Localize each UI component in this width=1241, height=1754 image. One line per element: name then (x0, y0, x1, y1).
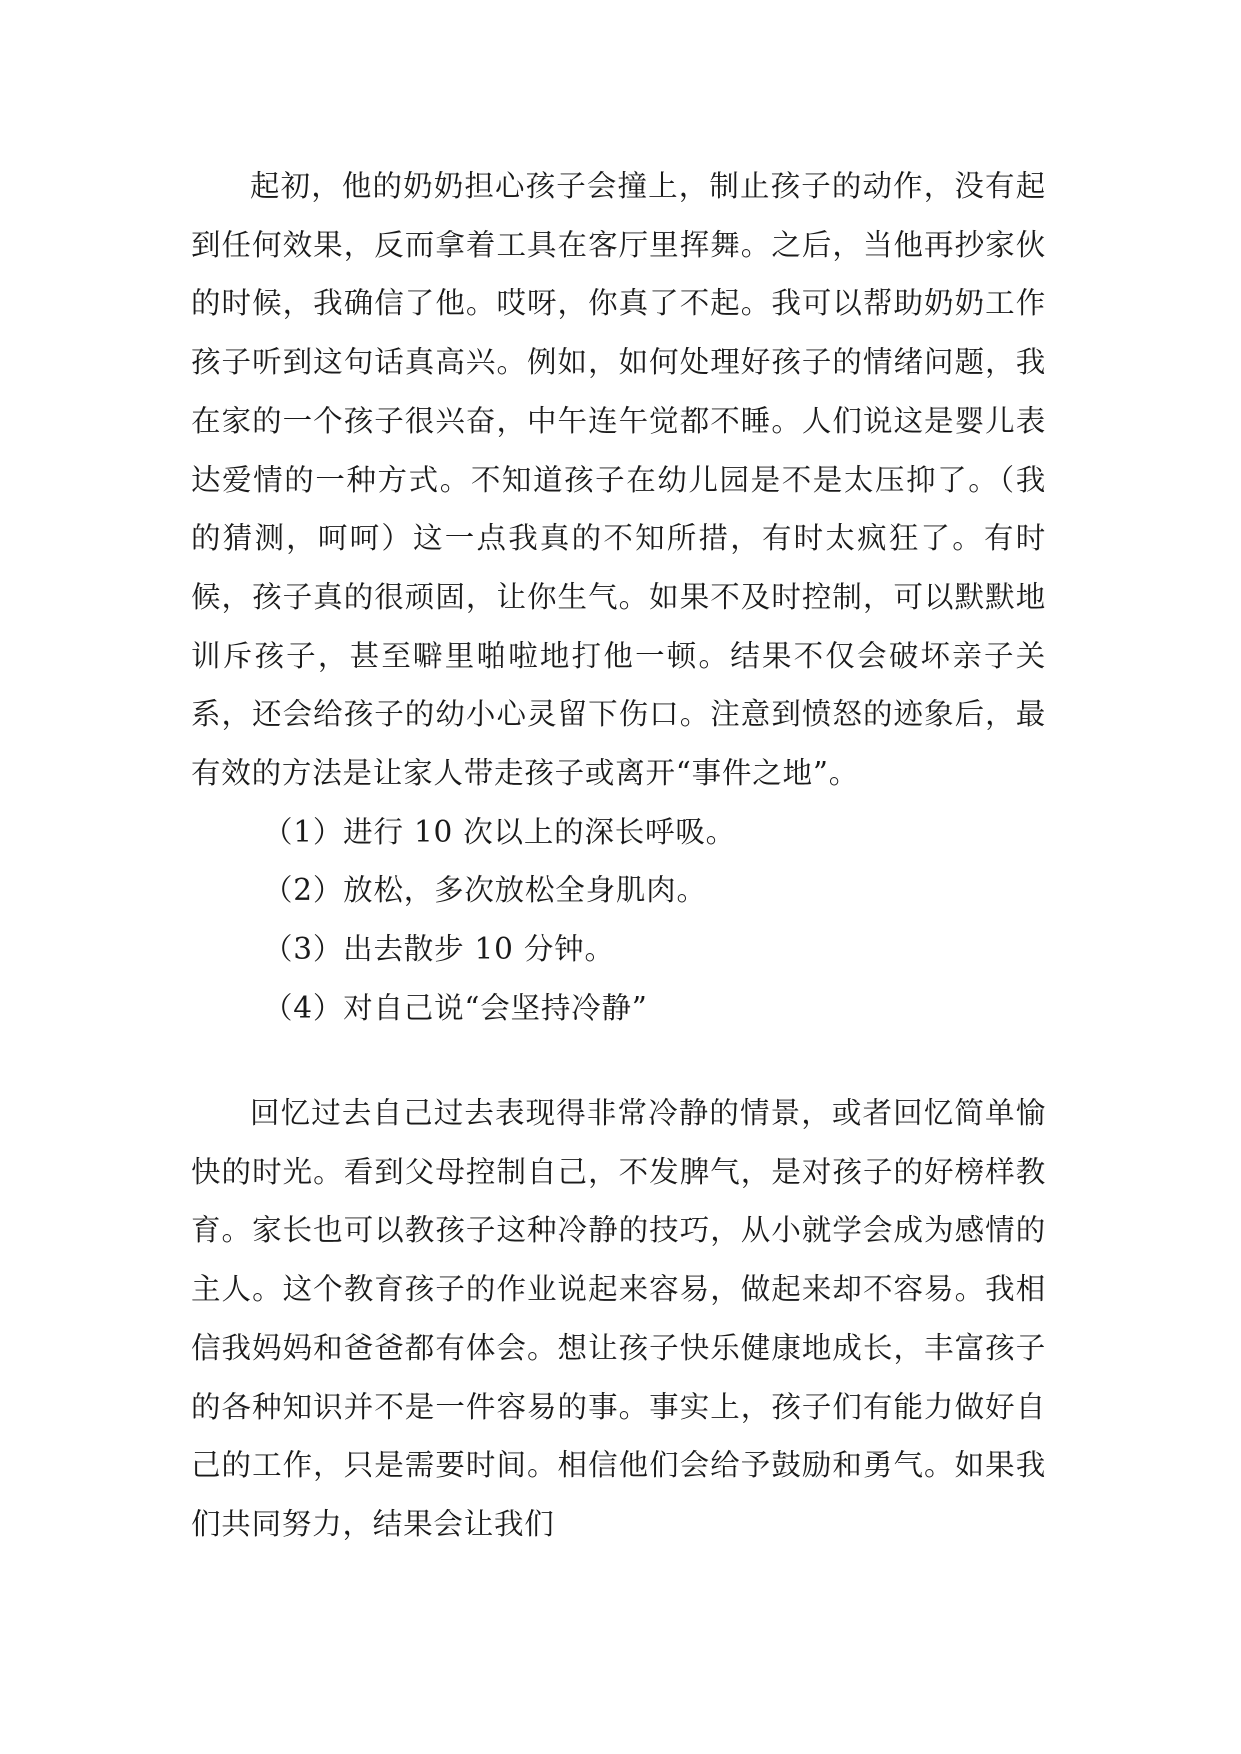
list-item-step-3: （3）出去散步 10 分钟。 (263, 932, 615, 967)
list-item-step-2: （2）放松，多次放松全身肌肉。 (263, 873, 707, 908)
list-item-step-4: （4）对自己说“会坚持冷静” (263, 990, 648, 1025)
list-item-step-1: （1）进行 10 次以上的深长呼吸。 (263, 814, 736, 849)
paragraph-intro: 起初，他的奶奶担心孩子会撞上，制止孩子的动作，没有起到任何效果，反而拿着工具在客厅里挥舞。之后，当他再抄家伙的时候，我确信了他。哎呀，你真了不起。我可以帮助奶奶工作孩子听到这句话真高兴。例如，如何处理好孩子的情绪问题，我在家的一个孩子很兴奋，中午连午觉都不睡。人们说这是婴儿表达爱情的一种方式。不知道孩子在幼儿园是不是太压抑了。（我的猜测，呵呵）这一点我真的不知所措，有时太疯狂了。有时候，孩子真的很顽固，让你生气。如果不及时控制，可以默默地训斥孩子，甚至噼里啪啦地打他一顿。结果不仅会破坏亲子关系，还会给孩子的幼小心灵留下伤口。注意到愤怒的迹象后，最有效的方法是让家人带走孩子或离开“事件之地”。 (191, 169, 1046, 791)
body-text-lower (191, 1084, 1046, 1554)
body-text-upper (191, 157, 1046, 1038)
calming-steps-list (191, 803, 1046, 1038)
paragraph-conclusion: 回忆过去自己过去表现得非常冷静的情景，或者回忆简单愉快的时光。看到父母控制自己，不发脾气，是对孩子的好榜样教育。家长也可以教孩子这种冷静的技巧，从小就学会成为感情的主人。这个教育孩子的作业说起来容易，做起来却不容易。我相信我妈妈和爸爸都有体会。想让孩子快乐健康地成长，丰富孩子的各种知识并不是一件容易的事。事实上，孩子们有能力做好自己的工作，只是需要时间。相信他们会给予鼓励和勇气。如果我们共同努力，结果会让我们 (191, 1096, 1046, 1541)
